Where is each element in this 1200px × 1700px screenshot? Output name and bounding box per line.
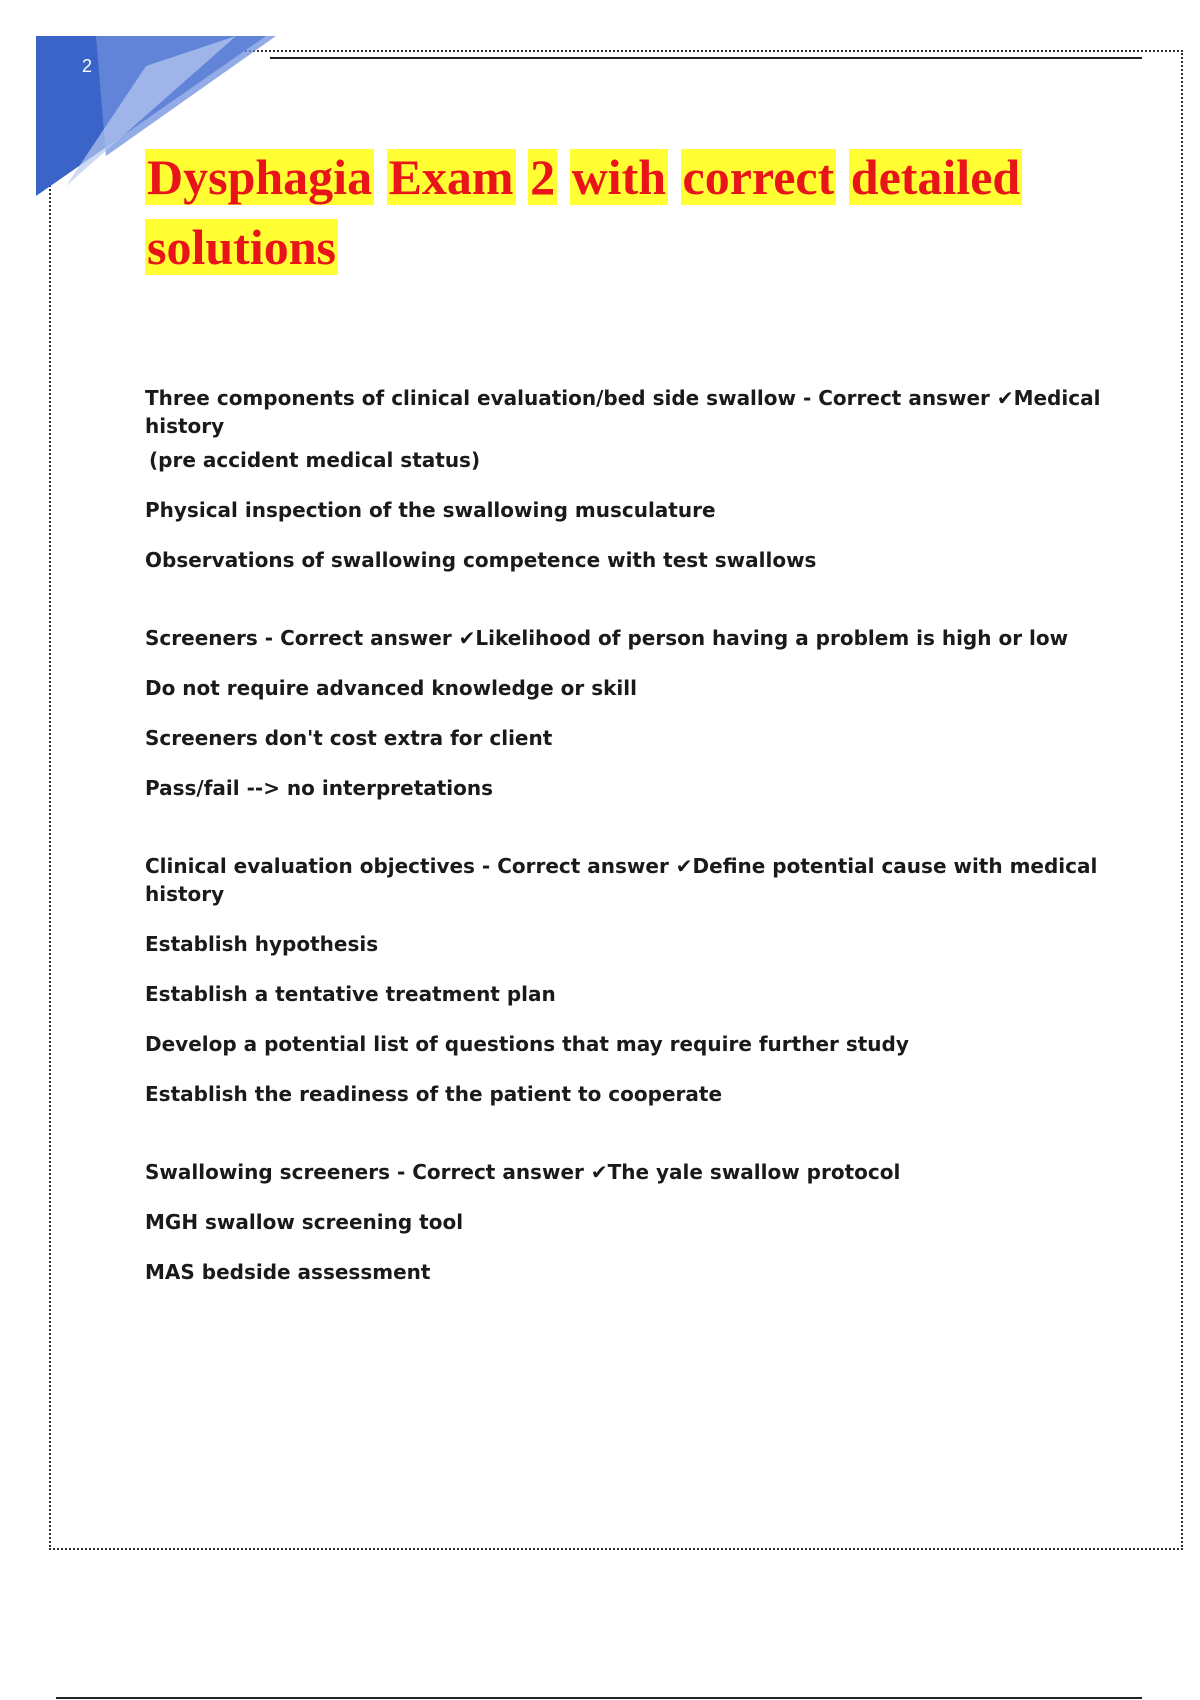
question-separator: - — [474, 854, 498, 878]
question-text: Clinical evaluation objectives — [145, 854, 475, 878]
answer-prefix: Correct answer ✔ — [497, 854, 693, 878]
answer-line: Do not require advanced knowledge or skill — [145, 676, 637, 700]
answer-prefix: Correct answer ✔ — [412, 1160, 608, 1184]
answer-text: Medical history — [145, 386, 1101, 438]
answer-continuation: (pre accident medical status) — [149, 448, 481, 472]
answer-line: Observations of swallowing competence with test swallows — [145, 548, 817, 572]
title-word: 2 — [530, 149, 556, 205]
answer-line: Develop a potential list of questions that may require further study — [145, 1032, 909, 1056]
answer-prefix: Correct answer ✔ — [280, 626, 476, 650]
qa-section — [145, 852, 1105, 1108]
title-word: correct — [682, 149, 835, 205]
title-word: Exam — [388, 149, 514, 205]
answer-line: MAS bedside assessment — [145, 1260, 431, 1284]
answer-line: Establish the readiness of the patient to cooperate — [145, 1082, 723, 1106]
answer-line: Pass/fail --> no interpretations — [145, 776, 494, 800]
question-text: Three components of clinical evaluation/bed side swallow — [145, 386, 796, 410]
title-word: solutions — [147, 219, 336, 275]
title-word: with — [571, 149, 667, 205]
question-separator: - — [390, 1160, 413, 1184]
qa-section — [145, 1158, 1105, 1286]
question-separator: - — [257, 626, 281, 650]
footer-rule — [56, 1697, 1142, 1699]
answer-text: The yale swallow protocol — [607, 1160, 901, 1184]
answer-text: Define potential cause with medical history — [145, 854, 1098, 906]
header-rule — [270, 57, 1142, 59]
title-word: Dysphagia — [147, 149, 373, 205]
page-number: 2 — [81, 56, 92, 76]
question-separator: - — [796, 386, 819, 410]
answer-line: Establish a tentative treatment plan — [145, 982, 556, 1006]
answer-prefix: Correct answer ✔ — [818, 386, 1014, 410]
answer-text: Likelihood of person having a problem is high or low — [475, 626, 1069, 650]
question-line — [145, 852, 1105, 908]
answer-line: MGH swallow screening tool — [145, 1210, 464, 1234]
answer-line: Physical inspection of the swallowing musculature — [145, 498, 716, 522]
document-content — [145, 384, 1105, 1336]
question-text: Screeners — [145, 626, 258, 650]
title-word: detailed — [850, 149, 1021, 205]
qa-section — [145, 624, 1105, 802]
document-title — [145, 142, 1075, 282]
answer-line: Establish hypothesis — [145, 932, 379, 956]
answer-line: Screeners don't cost extra for client — [145, 726, 553, 750]
question-text: Swallowing screeners — [145, 1160, 390, 1184]
question-line — [145, 624, 1105, 652]
question-line — [145, 384, 1105, 474]
question-line — [145, 1158, 1105, 1186]
qa-section — [145, 384, 1105, 574]
